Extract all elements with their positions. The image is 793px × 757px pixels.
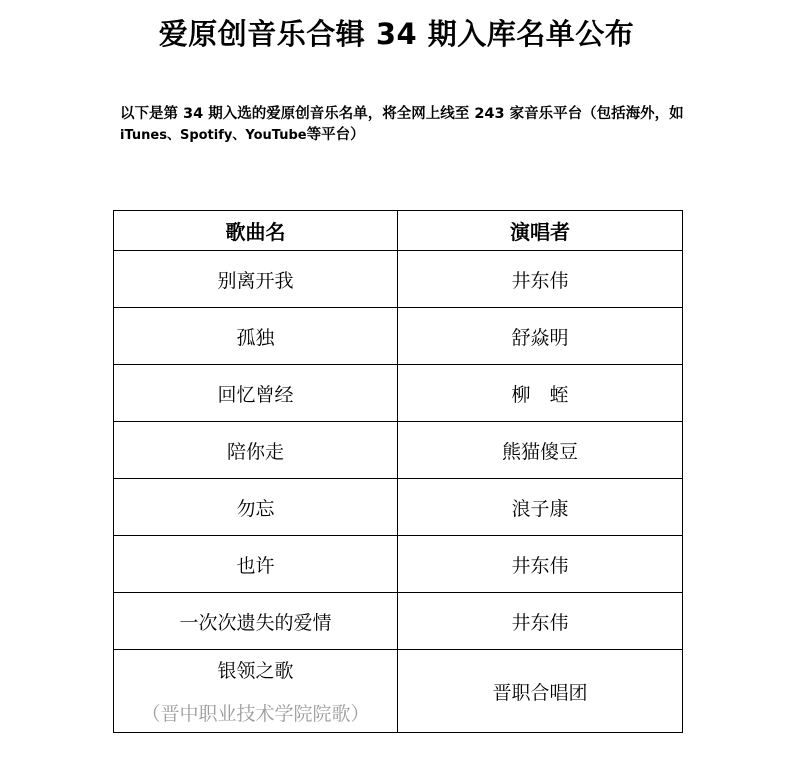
song-cell: 勿忘 <box>114 479 398 536</box>
table-row <box>114 650 683 733</box>
singer-cell: 井东伟 <box>398 536 683 593</box>
intro-platforms: iTunes、Spotify、YouTube <box>120 128 307 143</box>
song-cell: 别离开我 <box>114 251 398 308</box>
singer-cell: 浪子康 <box>398 479 683 536</box>
song-cell: 也许 <box>114 536 398 593</box>
singer-cell: 井东伟 <box>398 251 683 308</box>
table-row <box>114 365 683 422</box>
table-row <box>114 422 683 479</box>
intro-text: 以下是第 34 期入选的爱原创音乐名单，将全网上线至 243 家音乐平台（包括海外，如 <box>120 106 684 122</box>
table-row <box>114 251 683 308</box>
table-row <box>114 593 683 650</box>
intro-paragraph <box>120 104 690 146</box>
song-title: 银领之歌 <box>217 660 294 682</box>
intro-text-end: 等平台） <box>306 127 365 143</box>
page-title: 爱原创音乐合辑 34 期入库名单公布 <box>158 17 635 51</box>
column-header-song: 歌曲名 <box>114 211 398 251</box>
song-cell: 回忆曾经 <box>114 365 398 422</box>
song-table <box>113 210 683 733</box>
singer-cell: 柳 蛭 <box>398 365 683 422</box>
song-cell: 一次次遗失的爱情 <box>114 593 398 650</box>
singer-cell: 舒焱明 <box>398 308 683 365</box>
singer-cell: 井东伟 <box>398 593 683 650</box>
song-cell: 陪你走 <box>114 422 398 479</box>
song-note: （晋中职业技术学院院歌） <box>141 703 370 725</box>
singer-cell: 熊猫傻豆 <box>398 422 683 479</box>
singer-cell: 晋职合唱团 <box>398 650 683 733</box>
song-cell: 孤独 <box>114 308 398 365</box>
song-cell <box>114 650 398 733</box>
table-row <box>114 536 683 593</box>
column-header-singer: 演唱者 <box>398 211 683 251</box>
table-header-row <box>114 211 683 251</box>
table-row <box>114 308 683 365</box>
table-row <box>114 479 683 536</box>
